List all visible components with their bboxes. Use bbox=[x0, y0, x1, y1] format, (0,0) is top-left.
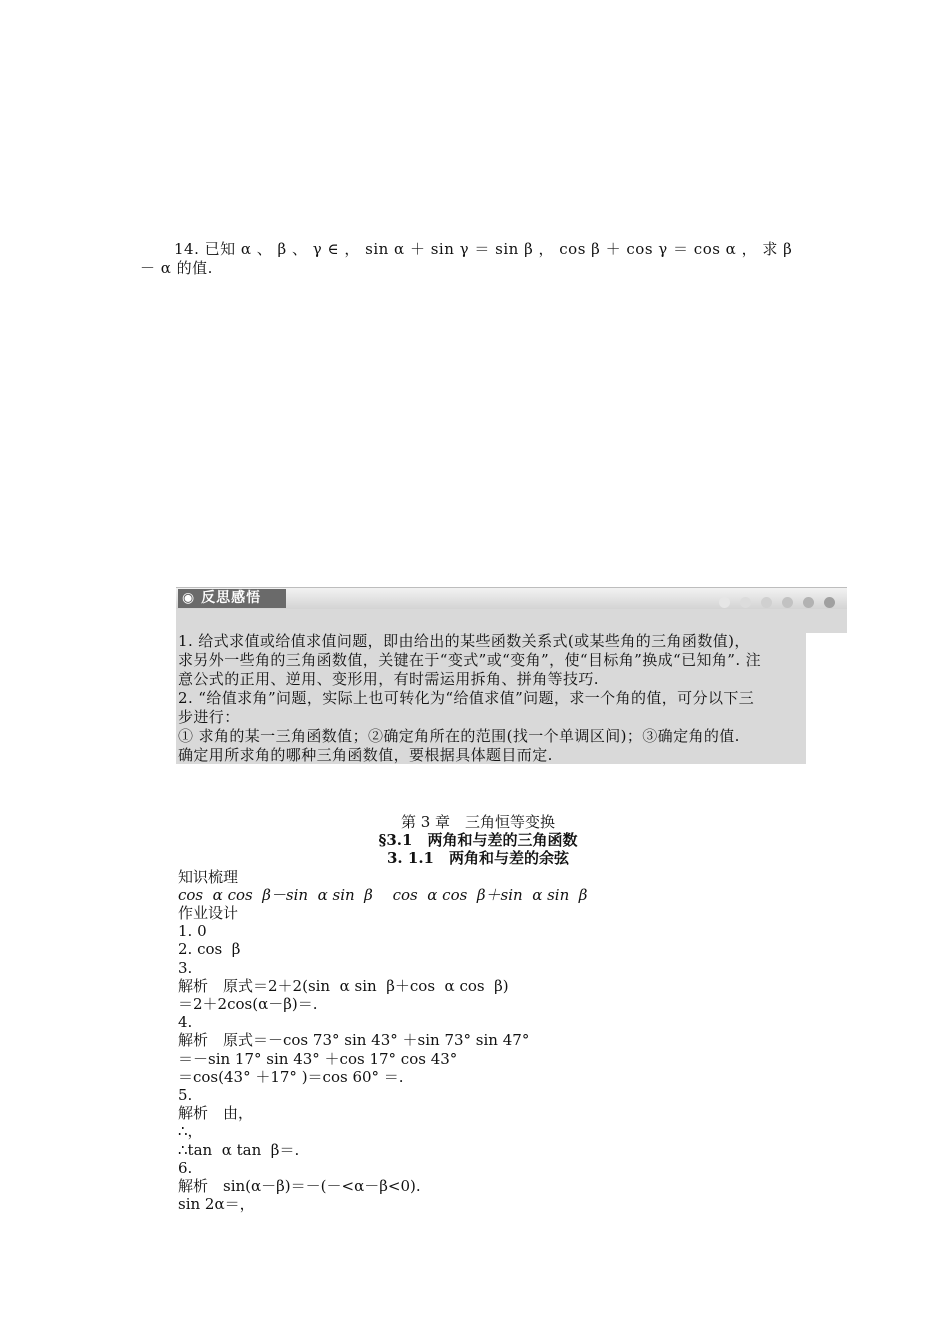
decorative-dot bbox=[740, 597, 751, 608]
answer-line: cos α cos β－sin α sin β cos α cos β＋sin α sin β bbox=[178, 885, 588, 904]
answer-line: sin 2α＝， bbox=[178, 1195, 255, 1214]
answer-line: ∴tan α tan β＝. bbox=[178, 1140, 300, 1159]
answer-line: 知识梳理 bbox=[178, 867, 239, 886]
answer-line: 1. 0 bbox=[178, 922, 207, 941]
reflection-line: 求另外一些角的三角函数值，关键在于“变式”或“变角”，使“目标角”换成“已知角”. 注 bbox=[178, 651, 762, 669]
subsection-title: 3. 1.1 两角和与差的余弦 bbox=[387, 849, 569, 868]
reflection-line: 1. 给式求值或给值求值问题，即由给出的某些函数关系式(或某些角的三角函数值)， bbox=[178, 632, 750, 650]
answer-line: 5. bbox=[178, 1086, 193, 1105]
section-title: §3.1 两角和与差的三角函数 bbox=[378, 831, 578, 850]
answer-line: ＝2＋2cos(α－β)＝. bbox=[178, 995, 318, 1014]
answer-line: ＝cos(43° ＋17° )＝cos 60° ＝. bbox=[178, 1067, 404, 1086]
reflection-line: ① 求角的某一三角函数值；②确定角所在的范围(找一个单调区间)；③确定角的值. bbox=[178, 727, 740, 745]
answer-line: 2. cos β bbox=[178, 940, 241, 959]
reflection-text bbox=[178, 632, 810, 765]
answer-section bbox=[178, 813, 818, 1213]
answer-line: 解析 原式＝2＋2(sin α sin β＋cos α cos β) bbox=[178, 976, 509, 995]
answer-line: ＝－sin 17° sin 43° ＋cos 17° cos 43° bbox=[178, 1049, 458, 1068]
reflection-title: ◉ 反思感悟 bbox=[178, 589, 286, 608]
answer-line: 4. bbox=[178, 1013, 193, 1032]
decorative-dot bbox=[803, 597, 814, 608]
chapter-title: 第 3 章 三角恒等变换 bbox=[400, 813, 556, 831]
answer-line: 解析 原式＝－cos 73° sin 43° ＋sin 73° sin 47° bbox=[178, 1031, 530, 1050]
decorative-dot bbox=[824, 597, 835, 608]
problem-line-2: － α 的值. bbox=[140, 259, 213, 277]
problem-line-1: 14. 已知 α 、 β 、 γ ∈ ， sin α ＋ sin γ ＝ sin β ， cos β ＋ cos γ ＝ cos α ， 求 β bbox=[174, 240, 793, 258]
problem-14 bbox=[140, 240, 808, 278]
reflection-line: 步进行： bbox=[178, 708, 240, 726]
answer-line: ∴， bbox=[178, 1122, 203, 1141]
answer-line: 作业设计 bbox=[178, 904, 239, 923]
answer-line: 3. bbox=[178, 958, 193, 977]
decorative-dot bbox=[719, 597, 730, 608]
answer-line: 解析 由， bbox=[178, 1104, 254, 1123]
reflection-line: 2. “给值求角”问题，实际上也可转化为“给值求值”问题，求一个角的值，可分以下三 bbox=[178, 689, 755, 707]
reflection-line: 确定用所求角的哪种三角函数值，要根据具体题目而定. bbox=[178, 746, 553, 764]
reflection-line: 意公式的正用、逆用、变形用，有时需运用拆角、拼角等技巧. bbox=[178, 670, 599, 688]
reflection-box-corner bbox=[806, 609, 847, 633]
reflection-header-bar bbox=[176, 587, 847, 610]
decorative-dot bbox=[782, 597, 793, 608]
answer-line: 6. bbox=[178, 1158, 193, 1177]
decorative-dot bbox=[761, 597, 772, 608]
answer-line: 解析 sin(α－β)＝－(－<α－β<0). bbox=[178, 1177, 421, 1196]
